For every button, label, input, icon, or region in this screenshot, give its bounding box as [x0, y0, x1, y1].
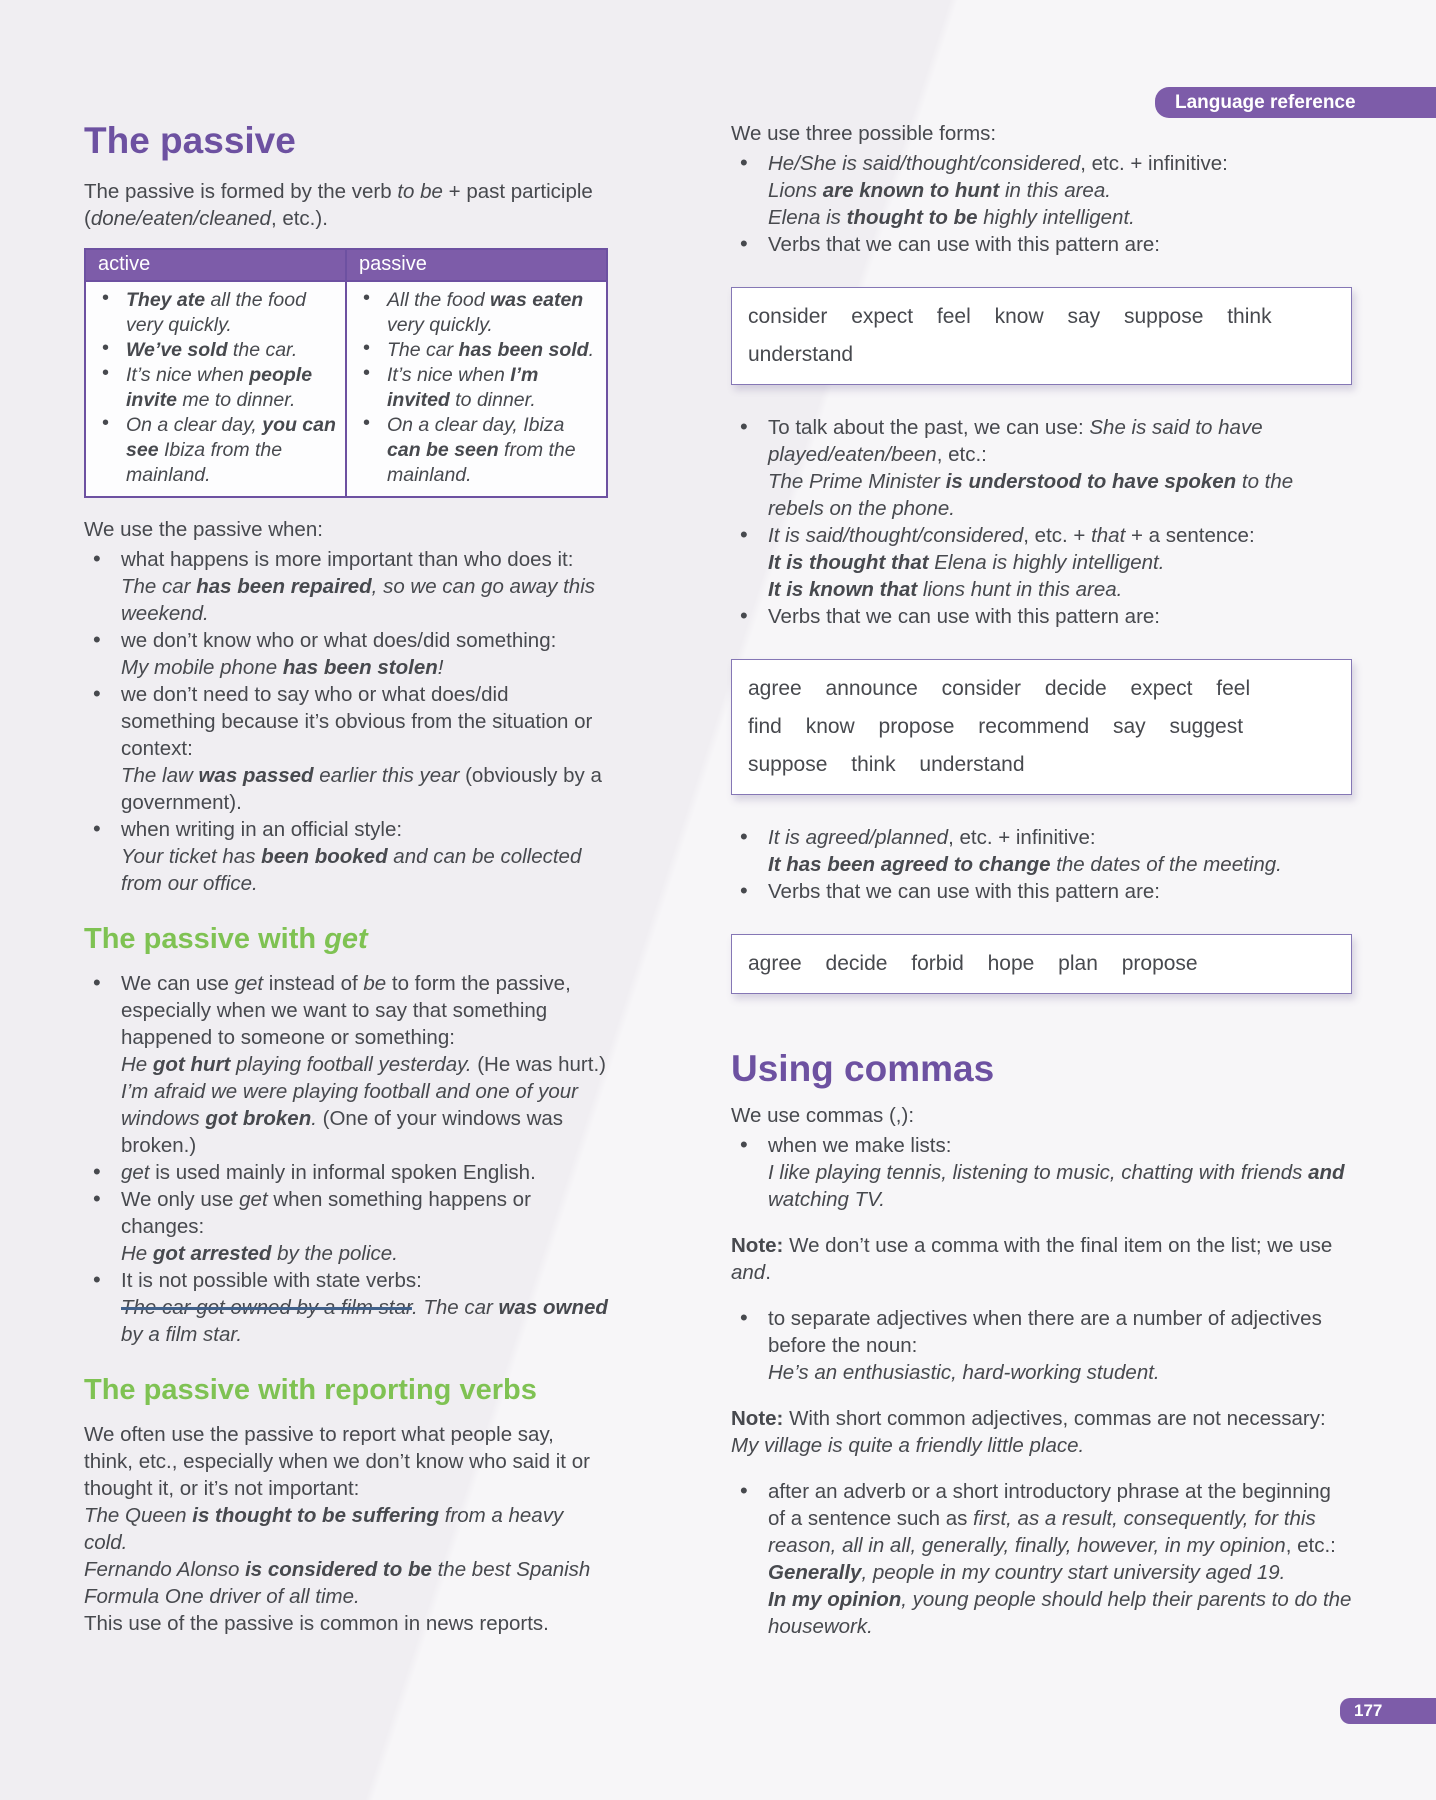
bullet-item: • after an adverb or a short introductory phrase at the beginning of a sentence such as first, as a result, consequently, for this reason, all in all, generally, finally, however, in my opinion, etc.: Generally, people in my country start university aged 19. In my opinion, young people should help their parents to do the housework.: [731, 1478, 1352, 1640]
table-header-active: active: [85, 249, 346, 281]
table-bullet: • On a clear day, you can see Ibiza from the mainland.: [98, 413, 337, 488]
language-reference-badge: Language reference: [1155, 87, 1436, 118]
left-column: [84, 120, 608, 1637]
reporting-paragraph: We often use the passive to report what people say, think, etc., especially when we don’t know who said it or thought it, or it’s not important: The Queen is thought to be suffering from a heavy cold. Fernando Alonso is considered to be the best Spanish Formula One driver of all time. This use of the passive is common in news reports.: [84, 1423, 591, 1635]
page-title-the-passive: The passive: [84, 120, 296, 161]
active-passive-table: [84, 248, 608, 498]
verb-box-2: [731, 659, 1352, 795]
bullet-item: • when writing in an official style: Your ticket has been booked and can be collected from our office.: [84, 816, 608, 897]
note-short-adjectives: Note: With short common adjectives, commas are not necessary: My village is quite a friendly little place.: [731, 1407, 1326, 1457]
table-header-passive: passive: [346, 249, 607, 281]
table-bullet: • It’s nice when people invite me to dinner.: [98, 363, 337, 413]
bullet-item: • It is not possible with state verbs: The car got owned by a film star. The car was owned by a film star.: [84, 1267, 608, 1348]
verb-box-line: agree decide forbid hope plan propose: [748, 952, 1198, 975]
bullet-item: • Verbs that we can use with this pattern are:: [731, 878, 1352, 905]
bullet-item: • what happens is more important than who does it: The car has been repaired, so we can go away this weekend.: [84, 546, 608, 627]
commas-lead: We use commas (,):: [731, 1104, 915, 1127]
bullet-item: • Verbs that we can use with this pattern are:: [731, 231, 1352, 258]
table-bullet: • The car has been sold.: [359, 338, 598, 363]
bullet-item: • To talk about the past, we can use: She is said to have played/eaten/been, etc.: The Prime Minister is understood to have spoken to the rebels on the phone.: [731, 414, 1352, 522]
verb-box-line: consider expect feel know say suppose think: [748, 305, 1272, 328]
bullet-item: • It is said/thought/considered, etc. + that + a sentence: It is thought that Elena is highly intelligent. It is known that lions hunt in this area.: [731, 522, 1352, 603]
verb-box-1: [731, 287, 1352, 385]
page-number-badge: 177: [1340, 1698, 1436, 1724]
heading-passive-reporting-verbs: The passive with reporting verbs: [84, 1374, 537, 1406]
bullet-item: • He/She is said/thought/considered, etc. + infinitive: Lions are known to hunt in this area. Elena is thought to be highly intelligent.: [731, 150, 1352, 231]
heading-passive-with-get: The passive with get: [84, 923, 368, 955]
verb-box-line: agree announce consider decide expect feel: [748, 677, 1251, 700]
table-bullet: • It’s nice when I’m invited to dinner.: [359, 363, 598, 413]
bullet-item: • we don’t know who or what does/did something: My mobile phone has been stolen!: [84, 627, 608, 681]
table-bullet: • We’ve sold the car.: [98, 338, 337, 363]
bullet-item: • we don’t need to say who or what does/did something because it’s obvious from the situation or context: The law was passed earlier this year (obviously by a government).: [84, 681, 608, 816]
table-bullet: • On a clear day, Ibiza can be seen from the mainland.: [359, 413, 598, 488]
table-body-row: [85, 281, 607, 497]
passive-usage-lead: We use the passive when:: [84, 518, 323, 541]
verb-box-line: suppose think understand: [748, 753, 1025, 776]
table-header-row: [85, 249, 607, 281]
table-bullet: • They ate all the food very quickly.: [98, 288, 337, 338]
bullet-item: • get is used mainly in informal spoken English.: [84, 1159, 608, 1186]
verb-box-line: understand: [748, 343, 854, 366]
passive-examples-cell: [346, 281, 607, 497]
active-examples-cell: [85, 281, 346, 497]
heading-using-commas: Using commas: [731, 1048, 995, 1089]
bullet-item: • We can use get instead of be to form the passive, especially when we want to say that something happened to someone or something: He got hurt playing football yesterday. (He was hurt.) I’m afraid we were playing football and one of your windows got broken. (One of your windows was broken.): [84, 970, 608, 1159]
passive-intro-paragraph: The passive is formed by the verb to be + past participle (done/eaten/cleaned, etc.).: [84, 180, 593, 230]
bullet-item: • Verbs that we can use with this pattern are:: [731, 603, 1352, 630]
right-column: [731, 120, 1352, 1640]
verb-box-3: [731, 934, 1352, 994]
verb-box-line: find know propose recommend say suggest: [748, 715, 1244, 738]
bullet-item: • It is agreed/planned, etc. + infinitive: It has been agreed to change the dates of the meeting.: [731, 824, 1352, 878]
bullet-item: • We only use get when something happens or changes: He got arrested by the police.: [84, 1186, 608, 1267]
table-bullet: • All the food was eaten very quickly.: [359, 288, 598, 338]
bullet-item: • to separate adjectives when there are a number of adjectives before the noun: He’s an enthusiastic, hard-working student.: [731, 1305, 1352, 1386]
forms-lead: We use three possible forms:: [731, 122, 997, 145]
bullet-item: • when we make lists: I like playing tennis, listening to music, chatting with friends and watching TV.: [731, 1132, 1352, 1213]
note-final-list-item: Note: We don’t use a comma with the final item on the list; we use and.: [731, 1234, 1333, 1284]
